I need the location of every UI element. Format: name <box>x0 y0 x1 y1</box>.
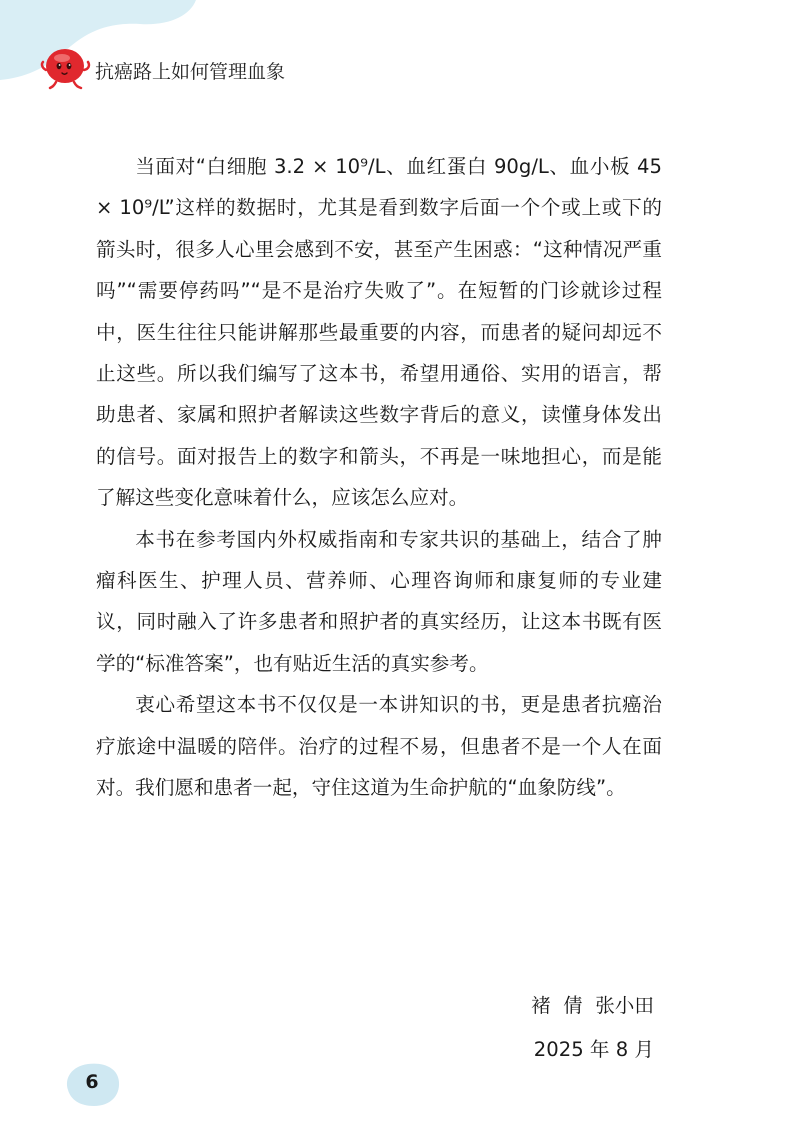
signature-date: 2025 年 8 月 <box>533 1038 654 1061</box>
paragraph-2: 本书在参考国内外权威指南和专家共识的基础上，结合了肿瘤科医生、护理人员、营养师、心理咨询师和康复师的专业建议，同时融入了许多患者和照护者的真实经历，让这本书既有医学的“标准答案”，也有贴近生活的真实参考。 <box>96 527 662 675</box>
page-header-title: 抗癌路上如何管理血象 <box>95 61 286 83</box>
paragraph-1: 当面对“白细胞 3.2 × 10⁹/L、血红蛋白 90g/L、血小板 45 × 10⁹/L”这样的数据时，尤其是看到数字后面一个个或上或下的箭头时，很多人心里会感到不安，甚至产生困惑：“这种情况严重吗”“需要停药吗”“是不是治疗失败了”。在短暂的门诊就诊过程中，医生往往只能讲解那些最重要的内容，而患者的疑问却远不止这些。所以我们编写了这本书，希望用通俗、实用的语言，帮助患者、家属和照护者解读这些数字背后的意义，读懂身体发出的信号。面对报告上的数字和箭头，不再是一味地担心，而是能了解这些变化意味着什么，应该怎么应对。 <box>96 155 662 510</box>
paragraph-3: 衷心希望这本书不仅仅是一本讲知识的书，更是患者抗癌治疗旅途中温暖的陪伴。治疗的过程不易，但患者不是一个人在面对。我们愿和患者一起，守住这道为生命护航的“血象防线”。 <box>96 693 662 800</box>
signature-block <box>531 984 654 1072</box>
page-number: 6 <box>85 1071 99 1093</box>
author-names: 褚 倩 张小田 <box>531 994 654 1017</box>
blood-cell-mascot-icon <box>40 44 92 90</box>
preface-body <box>96 146 662 809</box>
